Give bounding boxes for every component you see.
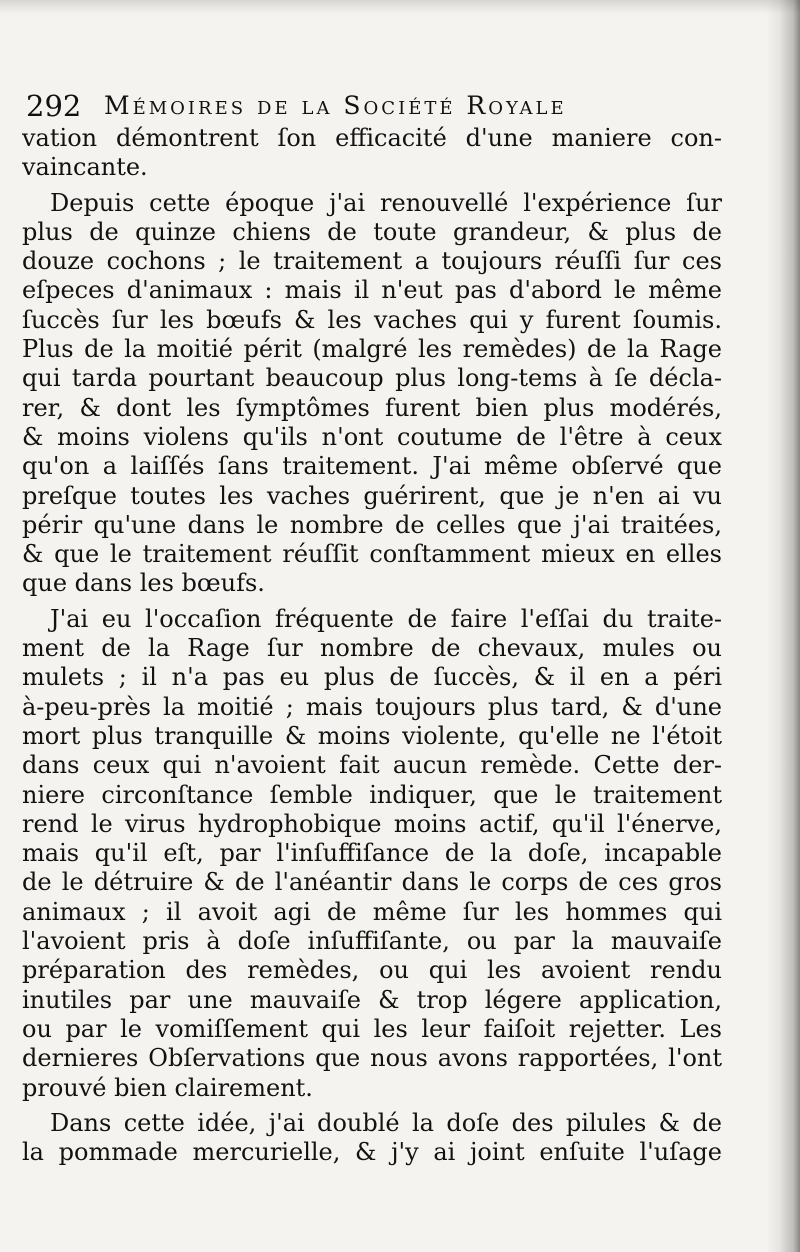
text-line: Dans cette idée, j'ai doublé la doſe des pilules & de [50,1108,722,1137]
paragraph [22,189,722,599]
text-line: ou par le vomiſſement qui les leur faiſoit rejetter. Les [22,1014,722,1043]
text-line: rer, & dont les ſymptômes furent bien plus modérés, [22,393,722,422]
text-line: périr qu'une dans le nombre de celles que j'ai traitées, [22,510,722,539]
text-line: & moins violens qu'ils n'ont coutume de l'être à ceux [22,422,722,451]
text-line: dans ceux qui n'avoient fait aucun remède. Cette der- [22,751,722,780]
page-edge-shadow [766,0,800,1252]
text-line: préparation des remèdes, ou qui les avoient rendu [22,956,722,985]
text-line: l'avoient pris à doſe inſuffiſante, ou par la mauvaiſe [22,927,722,956]
text-line: inutiles par une mauvaiſe & trop légere application, [22,985,722,1014]
text-line: Plus de la moitié périt (malgré les remèdes) de la Rage [22,335,722,364]
text-line: animaux ; il avoit agi de même ſur les hommes qui [22,897,722,926]
text-line: ſuccès ſur les bœufs & les vaches qui y furent ſoumis. [22,305,722,334]
text-line: que dans les bœufs. [22,569,265,598]
paragraph [22,605,722,1103]
paragraph [22,124,722,183]
running-head [26,89,726,129]
text-line: dernieres Obſervations que nous avons rapportées, l'ont [22,1044,722,1073]
page-top-shadow [0,0,800,14]
text-line: ment de la Rage ſur nombre de chevaux, mules ou [22,634,722,663]
text-line: la pommade mercurielle, & j'y ai joint enſuite l'uſage [22,1138,722,1167]
text-line: J'ai eu l'occaſion fréquente de faire l'eſſai du traite- [50,604,722,633]
header-title: Mémoires de la Société Royale [104,91,567,120]
text-line: à-peu-près la moitié ; mais toujours plus tard, & d'une [22,692,722,721]
text-line: Depuis cette époque j'ai renouvellé l'expérience ſur [50,188,722,217]
text-line: rend le virus hydrophobique moins actif, qu'il l'énerve, [22,809,722,838]
text-line: plus de quinze chiens de toute grandeur, & plus de [22,217,722,246]
paragraph [22,1109,722,1168]
text-line: de le détruire & de l'anéantir dans le corps de ces gros [22,868,722,897]
text-line: qu'on a laiſſés ſans traitement. J'ai même obſervé que [22,452,722,481]
page-number: 292 [26,89,82,123]
text-line: & que le traitement réuſſit conſtamment mieux en elles [22,540,722,569]
text-line: niere circonſtance ſemble indiquer, que le traitement [22,780,722,809]
text-line: mulets ; il n'a pas eu plus de ſuccès, & il en a péri [22,663,722,692]
text-line: douze cochons ; le traitement a toujours réuſſi ſur ces [22,247,722,276]
text-line: mort plus tranquille & moins violente, qu'elle ne l'étoit [22,721,722,750]
text-line: prouvé bien clairement. [22,1073,313,1102]
text-line: qui tarda pourtant beaucoup plus long-tems à ſe décla- [22,364,722,393]
text-line: eſpeces d'animaux : mais il n'eut pas d'abord le même [22,276,722,305]
text-line: vaincante. [22,153,148,182]
text-line: mais qu'il eſt, par l'inſuffiſance de la doſe, incapable [22,839,722,868]
text-line: preſque toutes les vaches guérirent, que je n'en ai vu [22,481,722,510]
text-line: vation démontrent ſon efficacité d'une maniere con- [22,124,722,152]
body-text [22,124,722,1167]
